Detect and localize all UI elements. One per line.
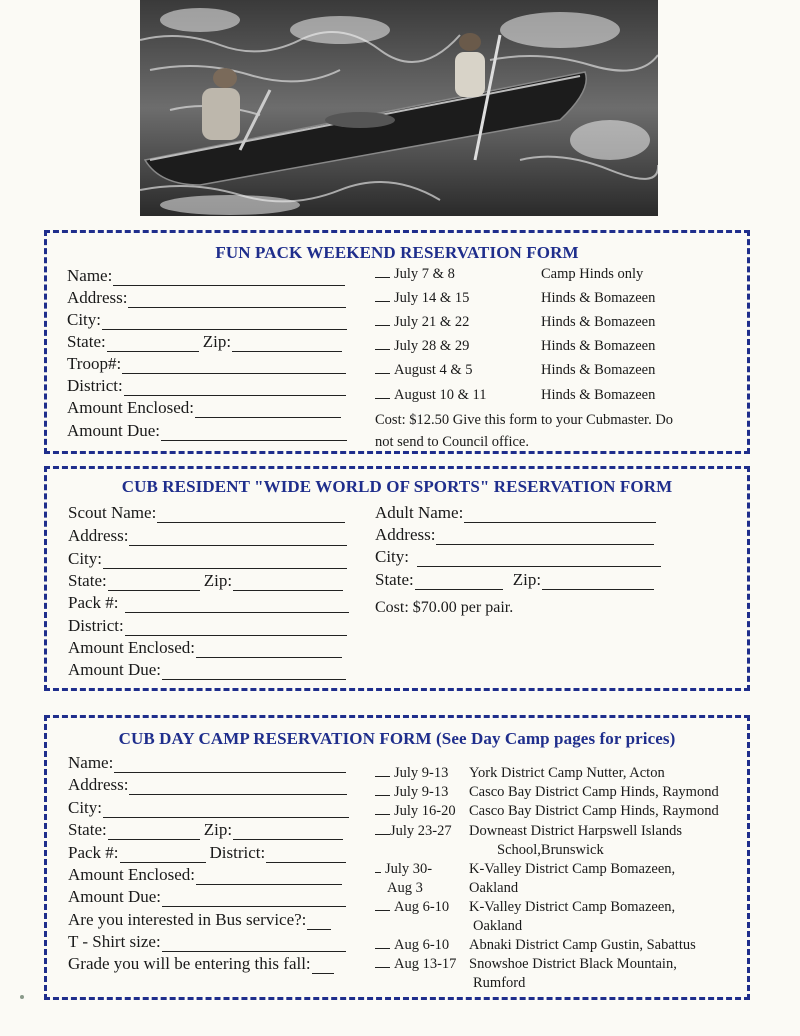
fun-pack-date-camp: Camp Hinds only <box>541 266 644 282</box>
cub-resident-cost: Cost: $70.00 per pair. <box>375 599 514 616</box>
day-camp-session-option[interactable]: Aug 13-17 <box>375 956 456 973</box>
cub-resident-form <box>44 466 750 691</box>
day-camp-session-camp: Downeast District Harpswell Islands <box>469 823 683 839</box>
cub-resident-city-field[interactable]: City: <box>68 549 347 569</box>
day-camp-amount-enclosed-field[interactable]: Amount Enclosed: <box>68 865 342 885</box>
fun-pack-amount-due-field[interactable]: Amount Due: <box>67 421 347 441</box>
fun-pack-city-field[interactable]: City: <box>67 310 347 330</box>
fun-pack-date-option[interactable]: August 4 & 5 <box>375 362 473 379</box>
day-camp-session-option[interactable]: July 16-20 <box>375 803 456 820</box>
fun-pack-date-option[interactable]: July 14 & 15 <box>375 290 469 307</box>
adult-state-zip-field[interactable]: State: Zip: <box>375 570 654 590</box>
fun-pack-date-option[interactable]: July 28 & 29 <box>375 338 469 355</box>
day-camp-session-camp: Casco Bay District Camp Hinds, Raymond <box>469 784 719 800</box>
day-camp-address-field[interactable]: Address: <box>68 775 347 795</box>
fun-pack-cost-note-2: not send to Council office. <box>375 434 529 450</box>
cub-resident-amount-enclosed-field[interactable]: Amount Enclosed: <box>68 638 342 658</box>
adult-address-field[interactable]: Address: <box>375 525 654 545</box>
day-camp-title: CUB DAY CAMP RESERVATION FORM (See Day Camp pages for prices) <box>118 729 676 748</box>
bus-service-field[interactable]: Are you interested in Bus service?: <box>68 910 331 930</box>
fun-pack-cost-note: Cost: $12.50 Give this form to your Cubmaster. Do <box>375 412 674 428</box>
fun-pack-amount-enclosed-field[interactable]: Amount Enclosed: <box>67 398 341 418</box>
fun-pack-troop-field[interactable]: Troop#: <box>67 354 346 374</box>
tshirt-size-field[interactable]: T - Shirt size: <box>68 932 346 952</box>
day-camp-session-camp-line2: School,Brunswick <box>497 842 604 858</box>
fun-pack-date-option[interactable]: July 21 & 22 <box>375 314 469 331</box>
day-camp-state-zip-field[interactable]: State: Zip: <box>68 820 343 840</box>
fun-pack-date-camp: Hinds & Bomazeen <box>541 362 656 378</box>
fun-pack-form <box>44 230 750 454</box>
scout-name-field[interactable]: Scout Name: <box>68 503 345 523</box>
adult-city-field[interactable]: City: <box>375 547 661 567</box>
day-camp-session-camp: Casco Bay District Camp Hinds, Raymond <box>469 803 719 819</box>
day-camp-session-date-line2: Aug 3 <box>387 880 423 896</box>
day-camp-session-camp-line2: Rumford <box>473 975 526 991</box>
day-camp-session-option[interactable]: Aug 6-10 <box>375 899 449 916</box>
fun-pack-address-field[interactable]: Address: <box>67 288 346 308</box>
day-camp-session-option[interactable]: July 23-27 <box>375 823 452 840</box>
day-camp-session-option[interactable]: July 9-13 <box>375 784 448 801</box>
day-camp-session-camp: Abnaki District Camp Gustin, Sabattus <box>469 937 696 953</box>
day-camp-session-camp-line2: Oakland <box>473 918 523 934</box>
fun-pack-date-camp: Hinds & Bomazeen <box>541 387 656 403</box>
day-camp-session-camp: Snowshoe District Black Mountain, <box>469 956 677 972</box>
day-camp-session-option[interactable]: Aug 6-10 <box>375 937 449 954</box>
cub-resident-address-field[interactable]: Address: <box>68 526 347 546</box>
fun-pack-date-camp: Hinds & Bomazeen <box>541 314 656 330</box>
scan-speck <box>20 995 24 999</box>
cub-resident-state-zip-field[interactable]: State: Zip: <box>68 571 343 591</box>
day-camp-city-field[interactable]: City: <box>68 798 349 818</box>
day-camp-pack-district-field[interactable]: Pack #: District: <box>68 843 346 863</box>
fun-pack-name-field[interactable]: Name: <box>67 266 345 286</box>
adult-name-field[interactable]: Adult Name: <box>375 503 656 523</box>
day-camp-name-field[interactable]: Name: <box>68 753 346 773</box>
cub-resident-title: CUB RESIDENT "WIDE WORLD OF SPORTS" RESERVATION FORM <box>121 477 673 496</box>
fun-pack-date-option[interactable]: July 7 & 8 <box>375 266 455 283</box>
fun-pack-date-option[interactable]: August 10 & 11 <box>375 387 487 404</box>
cub-resident-amount-due-field[interactable]: Amount Due: <box>68 660 346 680</box>
day-camp-session-option[interactable]: July 30- <box>375 861 432 878</box>
fun-pack-district-field[interactable]: District: <box>67 376 346 396</box>
day-camp-session-camp-line2: Oakland <box>469 880 519 896</box>
canoe-photo <box>140 0 658 216</box>
day-camp-session-camp: K-Valley District Camp Bomazeen, <box>469 861 676 877</box>
fun-pack-state-zip-field[interactable]: State: Zip: <box>67 332 342 352</box>
fun-pack-title: FUN PACK WEEKEND RESERVATION FORM <box>215 243 579 262</box>
grade-field[interactable]: Grade you will be entering this fall: <box>68 954 334 974</box>
fun-pack-date-camp: Hinds & Bomazeen <box>541 290 656 306</box>
day-camp-session-option[interactable]: July 9-13 <box>375 765 448 782</box>
cub-resident-district-field[interactable]: District: <box>68 616 347 636</box>
day-camp-session-camp: K-Valley District Camp Bomazeen, <box>469 899 676 915</box>
fun-pack-date-camp: Hinds & Bomazeen <box>541 338 656 354</box>
day-camp-amount-due-field[interactable]: Amount Due: <box>68 887 346 907</box>
cub-resident-pack-field[interactable]: Pack #: <box>68 593 349 613</box>
day-camp-session-camp: York District Camp Nutter, Acton <box>469 765 665 781</box>
day-camp-form <box>44 715 750 1000</box>
